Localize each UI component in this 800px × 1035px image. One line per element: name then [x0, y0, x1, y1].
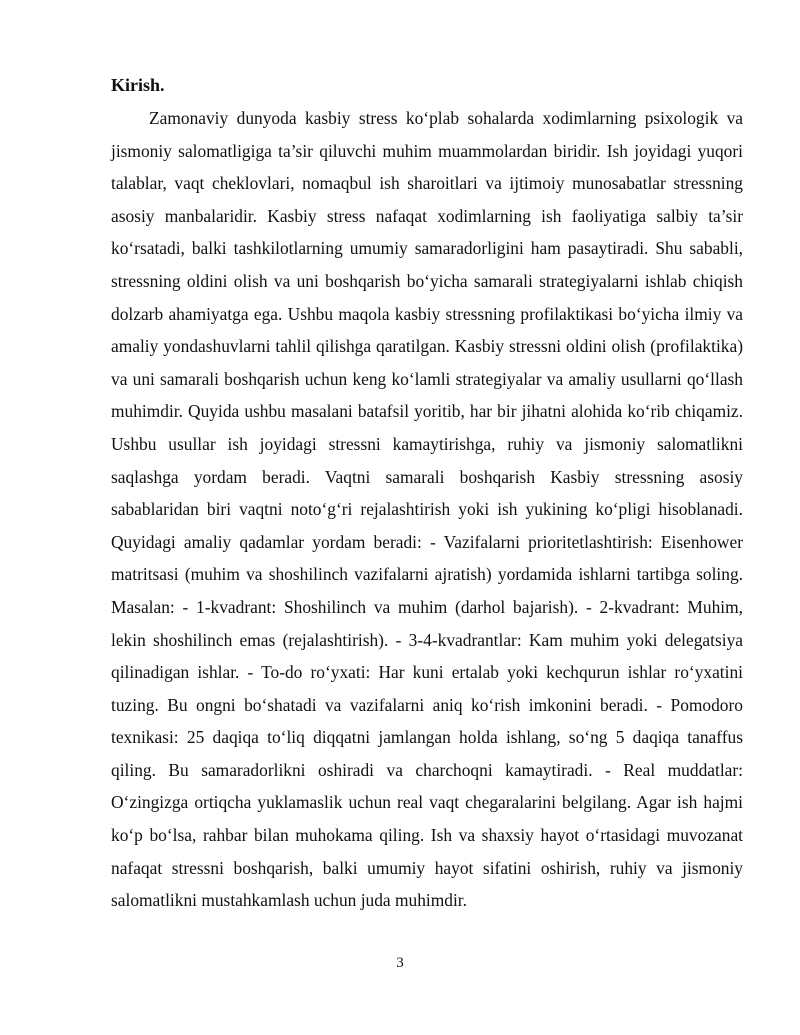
- section-heading: Kirish.: [111, 75, 165, 95]
- page-number: 3: [396, 955, 404, 971]
- body-paragraph: Zamonaviy dunyoda kasbiy stress ko‘plab sohalarda xodimlarning psixologik va jismoniy salomatligiga ta’sir qiluvchi muhim muammolardan biridir. Ish joyidagi yuqori talablar, vaqt cheklovlari, nomaqbul ish sharoitlari va ijtimoiy munosabatlar stressning asosiy manbalaridir. Kasbiy stress nafaqat xodimlarning ish faoliyatiga salbiy ta’sir ko‘rsatadi, balki tashkilotlarning umumiy samaradorligini ham pasaytiradi. Shu sababli, stressning oldini olish va uni boshqarish bo‘yicha samarali strategiyalarni ishlab chiqish dolzarb ahamiyatga ega. Ushbu maqola kasbiy stressning profilaktikasi bo‘yicha ilmiy va amaliy yondashuvlarni tahlil qilishga qaratilgan. Kasbiy stressni oldini olish (profilaktika) va uni samarali boshqarish uchun keng ko‘lamli strategiyalar va amaliy usullarni qo‘llash muhimdir. Quyida ushbu masalani batafsil yoritib, har bir jihatni alohida ko‘rib chiqamiz. Ushbu usullar ish joyidagi stressni kamaytirishga, ruhiy va jismoniy salomatlikni saqlashga yordam beradi. Vaqtni samarali boshqarish Kasbiy stressning asosiy sabablaridan biri vaqtni noto‘g‘ri rejalashtirish yoki ish yukining ko‘pligi hisoblanadi. Quyidagi amaliy qadamlar yordam beradi: - Vazifalarni prioritetlashtirish: Eisenhower matritsasi (muhim va shoshilinch vazifalarni ajratish) yordamida ishlarni tartibga soling. Masalan: - 1-kvadrant: Shoshilinch va muhim (darhol bajarish). - 2-kvadrant: Muhim, lekin shoshilinch emas (rejalashtirish). - 3-4-kvadrantlar: Kam muhim yoki delegatsiya qilinadigan ishlar. - To-do ro‘yxati: Har kuni ertalab yoki kechqurun ishlar ro‘yxatini tuzing. Bu ongni bo‘shatadi va vazifalarni aniq ko‘rish imkonini beradi. - Pomodoro texnikasi: 25 daqiqa to‘liq diqqatni jamlangan holda ishlang, so‘ng 5 daqiqa tanaffus qiling. Bu samaradorlikni oshiradi va charchoqni kamaytiradi. - Real muddatlar: O‘zingizga ortiqcha yuklamaslik uchun real vaqt chegaralarini belgilang. Agar ish hajmi ko‘p bo‘lsa, rahbar bilan muhokama qiling. Ish va shaxsiy hayot o‘rtasidagi muvozanat nafaqat stressni boshqarish, balki umumiy hayot sifatini oshirish, ruhiy va jismoniy salomatlikni mustahkamlash uchun juda muhimdir.: [111, 108, 743, 911]
